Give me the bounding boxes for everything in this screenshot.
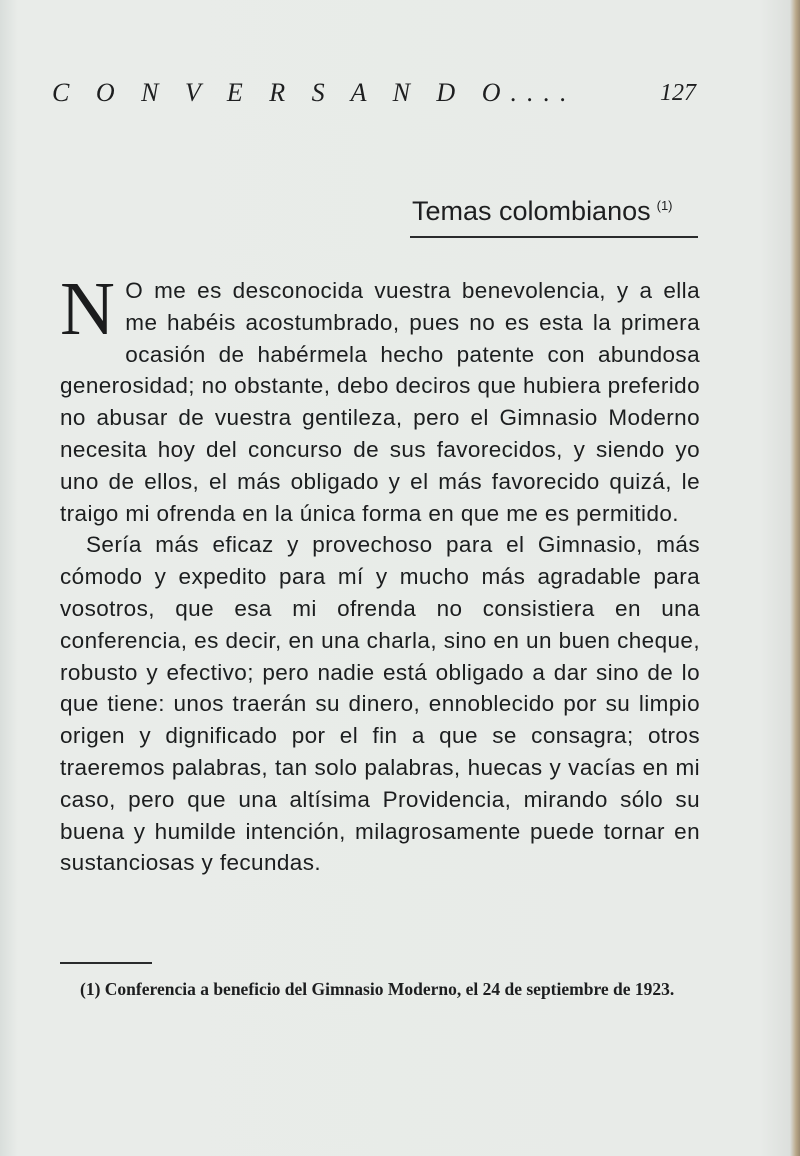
running-head [52,78,696,118]
drop-cap: N [60,267,116,351]
paragraph-1-text: O me es desconocida vuestra benevolencia, y a ella me habéis acostumbrado, pues no es esta la primera ocasión de habérmela hecho patente con abundosa generosidad; no obstante, debo deciros que hubiera preferido no abusar de vuestra gentileza, pero el Gimnasio Moderno necesita hoy del concurso de sus favorecidos, y siendo yo uno de ellos, el más obligado y el más favorecido quizá, le traigo mi ofrenda en la única forma en que me es permitido. [60,278,700,526]
running-title: C O N V E R S A N D O.... [52,78,577,107]
title-underline [410,236,698,238]
footnote-rule [60,962,152,964]
footnote-text: Conferencia a beneficio del Gimnasio Moderno, el 24 de septiembre de 1923. [104,979,675,999]
section-title-text: Temas colombianos [412,196,651,226]
footnote [60,978,700,1001]
footnote-number: (1) [80,979,101,999]
page-number: 127 [660,80,696,106]
paragraph-2: Sería más eficaz y provechoso para el Gimnasio, más cómodo y expedito para mí y mucho más agradable para vosotros, que esa mi ofrenda no consistiera en una conferencia, es decir, en una charla, sino en un buen cheque, robusto y efectivo; pero nadie está obligado a dar sino de lo que tiene: unos traerán su dinero, ennoblecido por su limpio origen y dignificado por el fin a que se consagra; otros traeremos palabras, tan solo palabras, huecas y vacías en mi caso, pero que una altísima Providencia, mirando sólo su buena y humilde intención, milagrosamente puede tornar en sustanciosas y fecundas. [60,532,700,876]
section-title [412,196,694,227]
body-text [60,267,700,879]
paragraph-1 [60,267,700,529]
footnote-marker: (1) [656,198,673,213]
